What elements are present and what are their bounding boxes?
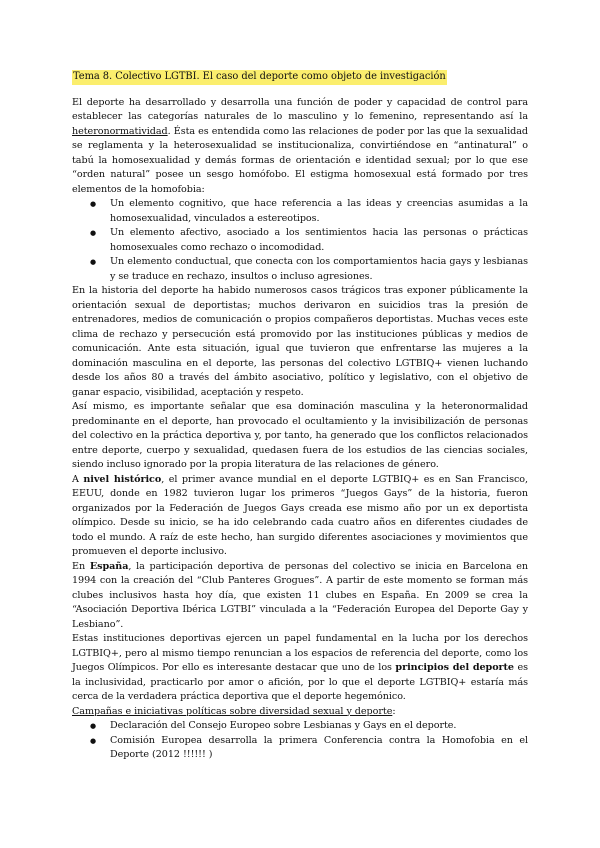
historic-paragraph <box>72 473 528 560</box>
document-title: Tema 8. Colectivo LGTBI. El caso del deporte como objeto de investigación <box>72 70 447 85</box>
spain-bold: España <box>89 560 129 572</box>
campaigns-heading-text: Campañas e iniciativas políticas sobre diversidad sexual y deporte <box>72 705 393 717</box>
spain-text-continued: , la participación deportiva de personas del colectivo se inicia en Barcelona en 1994 con la creación del “Club Panteres Grogues”. A partir de este momento se forman más clubes inclusivos hasta hoy día, que existen 11 clubes en España. En 2009 se crea la “Asociación Deportiva Ibérica LGTBI” vinculada a la “Federación Europea del Deporte Gay y Lesbiano”. <box>72 560 528 630</box>
list-item: ● Un elemento conductual, que conecta con los comportamientos hacia gays y lesbianas y se traduce en rechazo, insultos o incluso agresiones. <box>110 255 528 284</box>
principles-bold: principios del deporte <box>395 662 514 673</box>
spain-paragraph <box>72 560 528 633</box>
principles-text: Estas instituciones deportivas ejercen un papel fundamental en la lucha por los derechos LGTBIQ+, pero al mismo tiempo renuncian a los espacios de referencia del deporte, como los Juegos Olímpicos. Por ello es interesante destacar que uno de los <box>72 633 528 673</box>
historic-text-continued: , el primer avance mundial en el deporte LGTBIQ+ es en San Francisco, EEUU, donde en 1982 tuvieron lugar los primeros “Juegos Gays” de la historia, fueron organizados por la Federación de Juegos Gays creada ese mismo año por un ex deportista olímpico. Desde su inicio, se ha ido celebrando cada cuatro años en diferentes ciudades de todo el mundo. A raíz de este hecho, han surgido diferentes asociaciones y movimientos que promueven el deporte inclusivo. <box>72 473 529 557</box>
heteronormatividad-term: heteronormatividad <box>72 125 168 137</box>
campaigns-list <box>72 719 528 763</box>
campaigns-heading-colon: : <box>392 705 396 717</box>
list-item: ● Comisión Europea desarrolla la primera Conferencia contra la Homofobia en el Deporte (2012 !!!!!! ) <box>110 734 528 763</box>
principles-paragraph <box>72 632 528 705</box>
document-body <box>72 70 528 763</box>
principles-text-continued: es la inclusividad, practicarlo por amor o afición, por lo que el deporte LGTBIQ+ estaría más cerca de la verdadera práctica deportiva que el deporte hegemónico. <box>72 662 528 702</box>
stigma-elements-list <box>72 197 528 284</box>
history-paragraph: En la historia del deporte ha habido numerosos casos trágicos tras exponer públicamente la orientación sexual de deportistas; muchos derivaron en suicidios tras la presión de entrenadores, medios de comunicación o propios compañeros deportistas. Muchas veces este clima de rechazo y persecución está promovido por las instituciones públicas y medios de comunicación. Ante esta situación, igual que tuvieron que enfrentarse las mujeres a la dominación masculina en el deporte, las personas del colectivo LGTBIQ+ vienen luchando desde los años 80 a través del ámbito asociativo, político y legislativo, con el objetivo de ganar espacio, visibilidad, aceptación y respeto. <box>72 285 528 398</box>
domination-paragraph: Así mismo, es importante señalar que esa dominación masculina y la heteronormalidad predominante en el deporte, han provocado el ocultamiento y la invisibilización de personas del colectivo en la práctica deportiva y, por tanto, ha generado que los conflictos relacionados entre deporte, cuerpo y sexualidad, quedasen fuera de los estudios de las ciencias sociales, siendo incluso ignorado por la propia literatura de las relaciones de género. <box>72 401 528 470</box>
campaigns-heading <box>72 705 528 720</box>
list-item: ● Declaración del Consejo Europeo sobre Lesbianas y Gays en el deporte. <box>110 719 528 734</box>
spain-text: En <box>72 560 90 572</box>
historic-bold: nivel histórico <box>83 473 162 485</box>
intro-text-continued: . Ésta es entendida como las relaciones de poder por las que la sexualidad se reglamenta y la heterosexualidad se institucionaliza, convirtiéndose en “antinatural” o tabú la homosexualidad y demás formas de orientación e identidad sexual; por lo que ese “orden natural” posee un sesgo homófobo. El estigma homosexual está formado por tres elementos de la homofobia: <box>72 125 528 195</box>
list-item: ● Un elemento afectivo, asociado a los sentimientos hacia las personas o prácticas homosexuales como rechazo o incomodidad. <box>110 226 528 255</box>
historic-text: A <box>72 473 84 485</box>
intro-paragraph <box>72 96 528 198</box>
list-item: ● Un elemento cognitivo, que hace referencia a las ideas y creencias asumidas a la homosexualidad, vinculados a estereotipos. <box>110 197 528 226</box>
intro-text: El deporte ha desarrollado y desarrolla una función de poder y capacidad de control para establecer las categorías naturales de lo masculino y lo femenino, representando así la <box>72 96 528 122</box>
